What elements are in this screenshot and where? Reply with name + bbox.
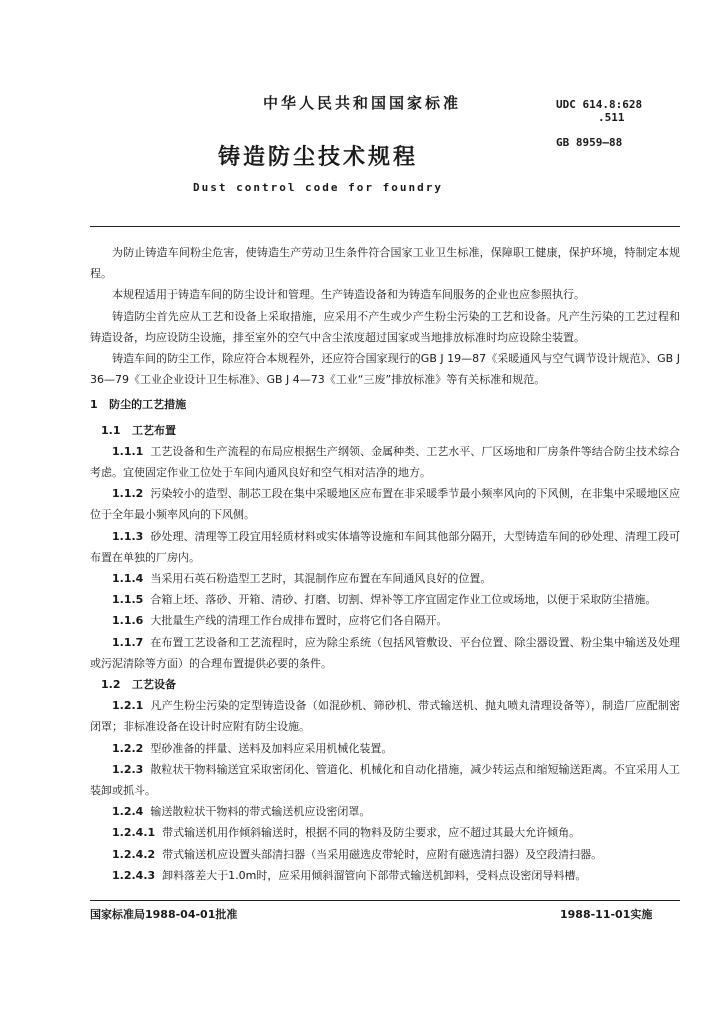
intro-paragraph: 铸造车间的防尘工作，除应符合本规程外，还应符合国家现行的GB J 19—87《采暖通风与空气调节设计规范》、GB J 36—79《工业企业设计卫生标准》、GB J 4—73《工业“三废”排放标准》等有关标准和规范。 — [90, 352, 680, 387]
subsection-number: 1.1 — [101, 423, 121, 437]
clause-number: 1.2.4 — [112, 805, 144, 819]
clause-text: 砂处理、清理等工段宜用轻质材料或实体墙等设施和车间其他部分隔开，大型铸造车间的砂处理、清理工段可布置在单独的厂房内。 — [90, 529, 680, 564]
clause — [90, 483, 680, 525]
udc-number: UDC 614.8:628 — [556, 98, 643, 111]
intro-paragraph: 本规程适用于铸造车间的防尘设计和管理。生产铸造设备和为铸造车间服务的企业也应参照执行。 — [112, 288, 585, 302]
clause — [90, 759, 680, 801]
clause — [90, 589, 680, 610]
top-divider — [90, 226, 680, 227]
clause — [90, 632, 680, 674]
subsection-title: 工艺设备 — [132, 678, 176, 692]
approval-date: 国家标准局1988-04-01批准 — [90, 908, 238, 921]
subsection-title: 工艺布置 — [132, 423, 176, 437]
clause — [90, 738, 680, 759]
subsection-number: 1.2 — [101, 678, 121, 692]
clause — [90, 610, 680, 631]
clause-number: 1.1.6 — [112, 614, 144, 628]
clause — [90, 441, 680, 483]
clause-text: 凡产生粉尘污染的定型铸造设备（如混砂机、筛砂机、带式输送机、抛丸喷丸清理设备等），制造厂应配制密闭罩；非标准设备在设计时应附有防尘设施。 — [90, 699, 681, 734]
clause — [90, 865, 680, 886]
clause-text: 带式输送机应设置头部清扫器（当采用磁选皮带轮时，应附有磁选清扫器）及空段清扫器。 — [162, 847, 603, 861]
clause — [90, 695, 680, 737]
intro-paragraph: 为防止铸造车间粉尘危害，使铸造生产劳动卫生条件符合国家工业卫生标准，保障职工健康，保护环境，特制定本规程。 — [90, 246, 680, 281]
clause-text: 当采用石英石粉造型工艺时，其混制作应布置在车间通风良好的位置。 — [150, 572, 492, 586]
clause-text: 合箱上坯、落砂、开箱、清砂、打磨、切割、焊补等工序宜固定作业工位或场地，以便于采取防尘措施。 — [150, 593, 657, 607]
clause-text: 输送散粒状干物料的带式输送机应设密闭罩。 — [150, 805, 371, 819]
document-title: 铸造防尘技术规程 — [217, 145, 418, 170]
clause-text: 大批量生产线的清理工作台成排布置时，应将它们各自隔开。 — [150, 614, 448, 628]
document-body — [90, 242, 680, 886]
subsection-heading — [90, 674, 680, 695]
clause-number: 1.2.1 — [112, 699, 144, 713]
effective-date: 1988-11-01实施 — [560, 908, 653, 921]
clause-text: 卸料落差大于1.0m时，应采用倾斜溜管向下部带式输送机卸料，受料点设密闭导料槽。 — [162, 868, 587, 882]
section-heading — [90, 394, 680, 415]
clause-number: 1.1.4 — [112, 572, 144, 586]
clause-number: 1.1.2 — [112, 487, 144, 501]
clause-number: 1.2.4.1 — [112, 826, 156, 840]
document-subtitle: Dust control code for foundry — [192, 181, 444, 194]
clause-number: 1.2.3 — [112, 762, 144, 776]
clause — [90, 801, 680, 822]
clause-number: 1.1.1 — [112, 444, 144, 458]
clause-number: 1.1.7 — [112, 635, 144, 649]
gb-number: GB 8959—88 — [556, 136, 623, 149]
clause-text: 污染较小的造型、制芯工段在集中采暖地区应布置在非采暖季节最小频率风向的下风侧，在非集中采暖地区应位于全年最小频率风向的下风侧。 — [90, 487, 680, 522]
clause-text: 在布置工艺设备和工艺流程时，应为除尘系统（包括风管敷设、平台位置、除尘器设置、粉尘集中输送及处理或污泥清除等方面）的合理布置提供必要的条件。 — [90, 635, 680, 670]
clause — [90, 844, 680, 865]
bottom-divider — [90, 900, 680, 901]
clause-text: 带式输送机用作倾斜输送时，根据不同的物料及防尘要求，应不超过其最大允许倾角。 — [162, 826, 581, 840]
subsection-heading — [90, 420, 680, 441]
clause-text: 型砂准备的拌量、送料及加料应采用机械化装置。 — [150, 741, 393, 755]
clause-number: 1.1.5 — [112, 593, 144, 607]
clause-number: 1.1.3 — [112, 529, 144, 543]
clause-text: 工艺设备和生产流程的布局应根据生产纲领、金属种类、工艺水平、厂区场地和厂房条件等结合防尘技术综合考虑。宜使固定作业工位处于车间内通风良好和空气相对洁净的地方。 — [90, 444, 680, 480]
standard-org-heading: 中华人民共和国国家标准 — [262, 94, 461, 112]
udc-number-suffix: .511 — [598, 111, 625, 124]
clause-number: 1.2.4.2 — [112, 847, 156, 861]
clause-text: 散粒状干物料输送宜采取密闭化、管道化、机械化和自动化措施，减少转运点和缩短输送距离。不宜采用人工装卸或抓斗。 — [90, 762, 680, 798]
intro-paragraph: 铸造防尘首先应从工艺和设备上采取措施，应采用不产生或少产生粉尘污染的工艺和设备。凡产生污染的工艺过程和铸造设备，均应设防尘设施，排至室外的空气中含尘浓度超过国家或当地排放标准时均应设除尘装置。 — [90, 309, 680, 344]
clause-number: 1.2.4.3 — [112, 868, 156, 882]
clause — [90, 568, 680, 589]
clause — [90, 526, 680, 568]
section-number: 1 — [90, 398, 98, 412]
clause-number: 1.2.2 — [112, 741, 144, 755]
section-title: 防尘的工艺措施 — [109, 398, 187, 412]
clause — [90, 822, 680, 843]
